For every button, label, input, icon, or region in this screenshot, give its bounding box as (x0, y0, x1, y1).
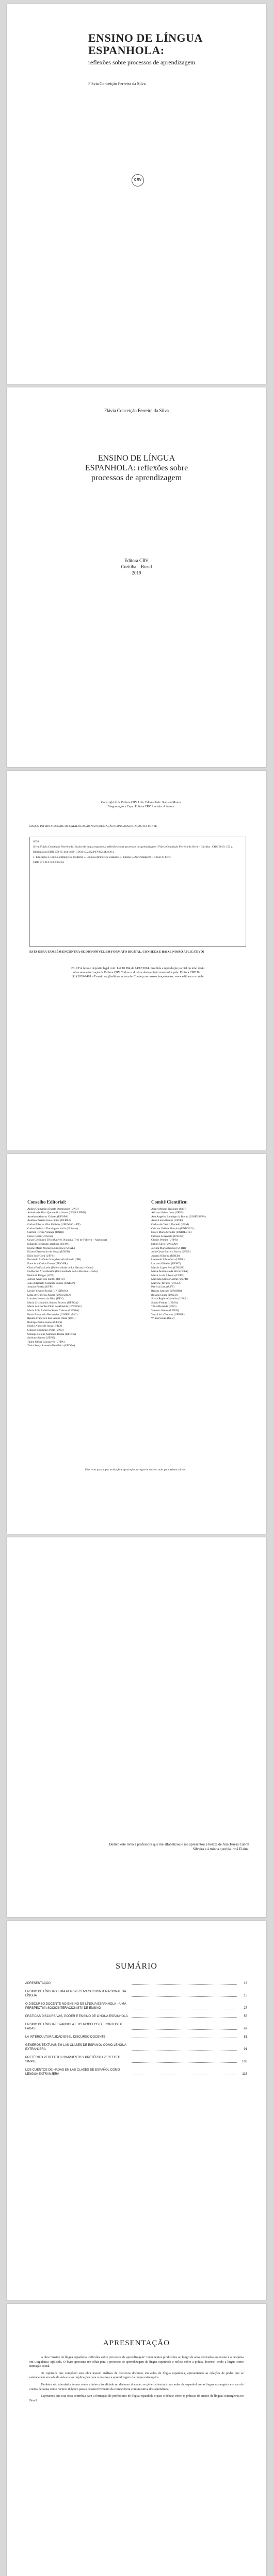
editorial-member: Tadeu Oliver Gonçalves (UFPA) (27, 1340, 65, 1344)
toc-entry[interactable] (25, 2014, 247, 2019)
scientific-member: Soraia Freitas (UEMA) (151, 1301, 178, 1304)
scientific-member: Dulce Maria Strieder (UNIOESTE) (151, 1231, 192, 1234)
scientific-member: Luciana Oliveira (UFMT) (151, 1262, 181, 1265)
intro-page (7, 2304, 266, 2576)
scientific-member: Wilma Souza (UnB) (151, 1317, 174, 1320)
scientific-member: Leonardo Silva Cruz (UFPR) (151, 1258, 185, 1262)
publisher-logo-icon: CRV (132, 174, 144, 187)
publisher-city: Curitiba – Brasil (121, 564, 152, 569)
intro-body (29, 2355, 244, 2405)
intro-paragraph: Os capítulos que compõem esta obra trazem análises de discursos docentes em aulas de língua espanhola, apresentando as relações de poder que se estabelecem em sala de aula e suas implicações para o ensino e a aprendizagem da língua estrangeira. (29, 2371, 244, 2380)
toc-entry[interactable] (25, 2023, 247, 2031)
editorial-member: Sydione Santos (UEPG) (27, 1336, 55, 1340)
scientific-member: Vera Lúcia Tavares (UFRPE) (151, 1313, 185, 1316)
scientific-member: Patrícia Lima (UFF) (151, 1285, 174, 1289)
scientific-member: Mariluza Santos Cabral (UEPB) (151, 1278, 188, 1281)
toc-entry-page: 81 (244, 2036, 247, 2039)
editorial-member: Jailson Alves dos Santos (UFRJ) (27, 1278, 65, 1281)
editorial-member: Maria Lília Imbiriba Sousa Colares (UFOPA) (27, 1309, 79, 1313)
catalog-row: Silva, Flávia Conceição Ferreira da. Ensino de língua espanhola: reflexões sobre processos de aprendizagem / Flávia Conceição Ferreira da Silva – Curitiba : CRV, 2019. 152 p. (33, 845, 233, 849)
catalog-row: S636 (33, 840, 39, 843)
editorial-member: Anselmo Alencar Colares (UFOPA) (27, 1215, 69, 1218)
toc-entry-page: 55 (244, 2015, 247, 2018)
scientific-member: Maria Antonieta da Silva (IFPA) (151, 1270, 188, 1274)
ebook-notice: ESTA OBRA TAMBÉM ENCONTRA-SE DISPONÍVEL EM FORMATO DIGITAL. CONHEÇA E BAIXE NOSSO APLICATIVO! (29, 951, 204, 954)
toc-entry[interactable] (25, 2035, 247, 2039)
scientific-member: Maria Lucia Silveira (UFPE) (151, 1274, 184, 1277)
toc-entry[interactable] (25, 2056, 247, 2064)
editorial-member: Elione Maria Nogueira Diogenes (UFAL) (27, 1246, 75, 1250)
toc-entry[interactable] (25, 2043, 247, 2052)
editorial-member: Fernando Antônio Gonçalves Alcoforado (IPB) (27, 1258, 82, 1262)
toc-entry-title: PRÁTICAS DISCURSIVAS, PODER E ENSINO DE LÍNGUA ESPANHOLA (25, 2015, 128, 2018)
scientific-member: Anna Luiza Ramos (UFPE) (151, 1219, 183, 1223)
toc-entry[interactable] (25, 1981, 247, 1986)
toc-entry-page: 67 (244, 2027, 247, 2030)
copyright-text: Copyright © da Editora CRV Ltda. Editor-chefe: Railson Moura Diagramação e Capa: Editora CRV Revisão: A Autora (101, 801, 181, 808)
intro-paragraph: A obra "ensino de língua espanhola: reflexões sobre processos de aprendizagem" reúne textos produzidos ao longo de anos dedicados ao ensino e à pesquisa em Linguística Aplicada. O livro apresenta um olhar para o processo de aprendizagem da língua espanhola e reflete sobre a prática docente, tendo a língua como interação social. (29, 2355, 244, 2368)
dedication-text: Dedico este livro à professora que me alfabetizou e me apresentou a beleza de Ana Teresa Cabral Silveira e à minha querida irmã Elaine. (109, 1842, 249, 1851)
cover-title: ENSINO DE LÍNGUA ESPANHOLA: (88, 31, 202, 57)
cip-heading: DADOS INTERNACIONAIS DE CATALOGAÇÃO NA PUBLICAÇÃO (CIP) CATALOGAÇÃO NA FONTE (29, 825, 157, 828)
scientific-member: Tânia Rezende (UFG) (151, 1305, 176, 1309)
editorial-member: Andréia da Silva Quintanilha Sousa (UNIR/UFRN) (27, 1211, 86, 1215)
toc-entry-page: 15 (244, 1994, 247, 1997)
editorial-member: Eduardo Fernandes Barbosa (UFMG) (27, 1242, 70, 1246)
scientific-member: Rosana Souza (UNEB) (151, 1293, 178, 1297)
toc-entry-title: GÊNEROS TEXTUAIS EM LAS CLASES DE ESPAÑOL COMO LENGUA EXTRANJERA (25, 2044, 126, 2051)
toc-entry-page: 13 (244, 1982, 247, 1985)
editorial-member: Celso Conti (UFSCar) (27, 1234, 53, 1238)
editorial-member: Leonel Severo Rocha (UNISINOS) (27, 1290, 68, 1293)
catalog-card (29, 837, 246, 947)
scientific-member: Jussara Oliveira (UNEB) (151, 1254, 180, 1258)
toc-leader (132, 2017, 237, 2018)
legal-deposit-block (29, 967, 246, 979)
editorial-member: Lídia de Oliveira Xavier (UNIEURO) (27, 1293, 71, 1297)
dedication-page (7, 1537, 266, 1917)
scientific-member: Regina Sanches (UNIRIO) (151, 1290, 182, 1293)
editorial-member: Maria de Lourdes Pinto de Almeida (UNOESC) (27, 1305, 82, 1309)
toc-entry[interactable] (25, 1990, 247, 1998)
editorial-board-title: Conselho Editorial: (27, 1199, 67, 1205)
toc-entry-title: LA INTERCULTURALIDAD EN EL DISCURSO DOCENTE (25, 2036, 106, 2039)
intro-paragraph: Também são abordados temas como a interculturalidade no discurso docente, os gêneros textuais nas aulas de espanhol como língua estrangeira e o uso de contos de fadas como recurso didático para o desenvolvimento da competência comunicativa dos aprendizes. (29, 2382, 244, 2391)
toc-title: SUMÁRIO (116, 1962, 157, 1971)
editorial-member: Gloria Fariñas León (Universidade de La Havana – Cuba) (27, 1266, 93, 1269)
editorial-member: Elizeu Clementino de Souza (UNEB) (27, 1250, 70, 1254)
scientific-member: Julio Cesar Barreto Rocha (UNIR) (151, 1250, 191, 1254)
editorial-member: Élsio José Corá (UFFS) (27, 1254, 55, 1258)
editorial-member: Carlos Alberto Vilar Estêvão (UMINHO – PT) (27, 1223, 81, 1226)
editorial-member: Josania Portela (UFPI) (27, 1285, 54, 1289)
editorial-member: Paulo Romualdo Hernandes (UNIFAL-MG) (27, 1313, 78, 1316)
editorial-member: João Adalberto Campato Junior (UNESP) (27, 1281, 75, 1285)
boards-page (7, 1154, 266, 1534)
editorial-member: Lourdes Helena da Silva (UFV) (27, 1297, 64, 1301)
toc-leader (132, 2029, 237, 2030)
editorial-member: Renato Francisco dos Santos Paula (UFG) (27, 1317, 76, 1320)
toc-entry-page: 91 (244, 2048, 247, 2051)
scientific-board-title: Comitê Científico: (151, 1199, 188, 1205)
cover-page (7, 4, 266, 384)
intro-title: APRESENTAÇÃO (103, 2339, 170, 2347)
scientific-member: Silvia Regina Carvalho (UFAL) (151, 1297, 188, 1301)
editorial-member: Sérgio Nunes de Jesus (IFRO) (27, 1325, 62, 1328)
scientific-member: Adair Mendes Nacarato (USF) (151, 1207, 186, 1211)
editorial-member: Simone Rodrigues Pinto (UNB) (27, 1329, 64, 1332)
editorial-member: Carlos Federico Dominguez Avila (Unieuro) (27, 1227, 78, 1230)
toc-leader (132, 2062, 237, 2063)
cover-author: Flávia Conceição Ferreira da Silva (88, 81, 146, 86)
editorial-member: Helmuth Krüger (UCP) (27, 1274, 54, 1277)
editorial-member: Rodrigo Pratte-Santos (UFES) (27, 1320, 62, 1324)
catalog-row: Bibliografia ISBN 978-85-444-3639-1 DOI 10.24824/978854443639.1 (33, 851, 114, 854)
editorial-member: Maria Cristina dos Santos Bezerra (UFSCar) (27, 1301, 78, 1304)
title-page-title (7, 453, 266, 483)
scientific-member: Cristina Valéria Flausino (UNICSUL) (151, 1227, 195, 1230)
scientific-member: Vanessa Santos (UFRN) (151, 1309, 179, 1313)
scientific-member: Carlos de Castro Macedo (UEM) (151, 1223, 189, 1226)
toc-entry-title: LOS CUENTOS DE HADAS EN LAS CLASES DE ESPAÑOL COMO LENGUA EXTRANJERA (25, 2069, 120, 2076)
title-page (7, 387, 266, 767)
catalog-row: CDU 371.214 CDD 372.65 (33, 861, 65, 864)
toc-entry-page: 103 (242, 2060, 247, 2063)
toc-list (25, 1981, 247, 2080)
intro-paragraph: Esperamos que esta obra contribua para a formação de professores de língua espanhola e para o debate sobre as práticas de ensino de línguas estrangeiras no Brasil. (29, 2394, 244, 2402)
title-page-publisher (7, 557, 266, 576)
scientific-member: Hilton Silva (UNIVAP) (151, 1242, 178, 1246)
scientific-member: Ana Angelita Santiago da Rocha (UNIFESSPA) (151, 1215, 206, 1218)
editorial-member: Antônio Pereira Gaio Júnior (UFRRJ) (27, 1219, 71, 1223)
peer-review-note: Este livro passou por avaliação e aprovação às cegas de dois ou mais pareceristas ad hoc. (85, 1468, 187, 1471)
copyright-block (43, 801, 239, 809)
scientific-member: Adriana Salete Loss (UFFS) (151, 1211, 184, 1215)
publisher-year: 2019 (132, 570, 141, 575)
toc-entry-title: ENSINO DE LÍNGUAS: UMA PERSPECTIVA SOCIOINTERACIONAL DA LÍNGUA (25, 1990, 126, 1997)
toc-entry-page: 27 (244, 2007, 247, 2010)
editorial-member: Tania Suely Azevedo Brasileiro (UFOPA) (27, 1344, 75, 1348)
scientific-member: Fabiane Lorenzetti (UNESP) (151, 1234, 184, 1238)
editorial-member: Francisco Carlos Duarte (PUC-PR) (27, 1262, 68, 1265)
editorial-member: Solange Helena Ximenes-Rocha (UFOPA) (27, 1332, 76, 1336)
scientific-member: Marcia Lopes Reis (UNESP) (151, 1266, 185, 1269)
cover-subtitle: reflexões sobre processos de aprendizagem (88, 59, 196, 66)
title-page-author: Flávia Conceição Ferreira da Silva (104, 408, 169, 413)
scientific-board (151, 1200, 244, 1321)
scientific-member: Marlene Tavares (UFGD) (151, 1281, 181, 1285)
editorial-member: Aldira Guimarães Duarte Domínguez (UNB) (27, 1207, 79, 1211)
toc-entry-title: ENSINO DE LÍNGUA ESPANHOLA E OS MODELOS DE CONTOS DE FADAS (25, 2023, 123, 2030)
catalog-row: 1. Educação 2. Língua estrangeira: moderna 3. Língua estrangeira: espanhol 4. Ensino 5. Aprendizagem I. Título II. Série. (33, 856, 172, 859)
editorial-member: Cesar Gerónimo Tello (Univer. Nacional Três de Febrero – Argentina) (27, 1239, 107, 1242)
scientific-member: Gladys Pereira (UFPR) (151, 1239, 178, 1242)
toc-entry-page: 115 (242, 2073, 247, 2076)
editorial-member: Guillermo Arias Beatón (Universidade de La Havana – Cuba) (27, 1270, 98, 1274)
toc-entry-title: APRESENTAÇÃO (25, 1982, 51, 1985)
legal-deposit-text: 2019 Foi feito o depósito legal conf. Lei 10.994 de 14/12/2004. Proibida a reprodução parcial ou total desta obra sem autorização da Editora CRV. Todos os direitos desta edição reservados pela: Editora CRV Tel.: (41) 3039-6418 – E-mail: sac@editoracrv.com.br Conheça os nossos lançamentos: www.editoracrv.com.br (71, 967, 204, 978)
copyright-page (7, 771, 266, 1150)
title-page-title-text: ENSINO DE LÍNGUA ESPANHOLA: reflexões sobre processos de aprendizagem (85, 454, 188, 482)
toc-page (7, 1921, 266, 2300)
scientific-member: Jacinta Maria Raposo (UFRR) (151, 1246, 186, 1250)
toc-leader (132, 1984, 237, 1985)
editorial-member: Carmen Tereza Velanga (UNIR) (27, 1231, 64, 1234)
toc-entry-title: PRETÉRITO PERFECTO COMPUESTO Y PRETÉRITO PERFECTO SIMPLE (25, 2056, 121, 2063)
editorial-board (27, 1200, 120, 1348)
toc-entry[interactable] (25, 2002, 247, 2010)
publisher-name: Editora CRV (124, 558, 149, 563)
toc-entry-title: O DISCURSO DOCENTE NO ENSINO DE LÍNGUA ESPANHOLA – UMA PERSPECTIVA SOCIOINTERACIONISTA DE ENSINO (25, 2003, 126, 2010)
toc-entry[interactable] (25, 2068, 247, 2076)
toc-leader (132, 1996, 237, 1997)
